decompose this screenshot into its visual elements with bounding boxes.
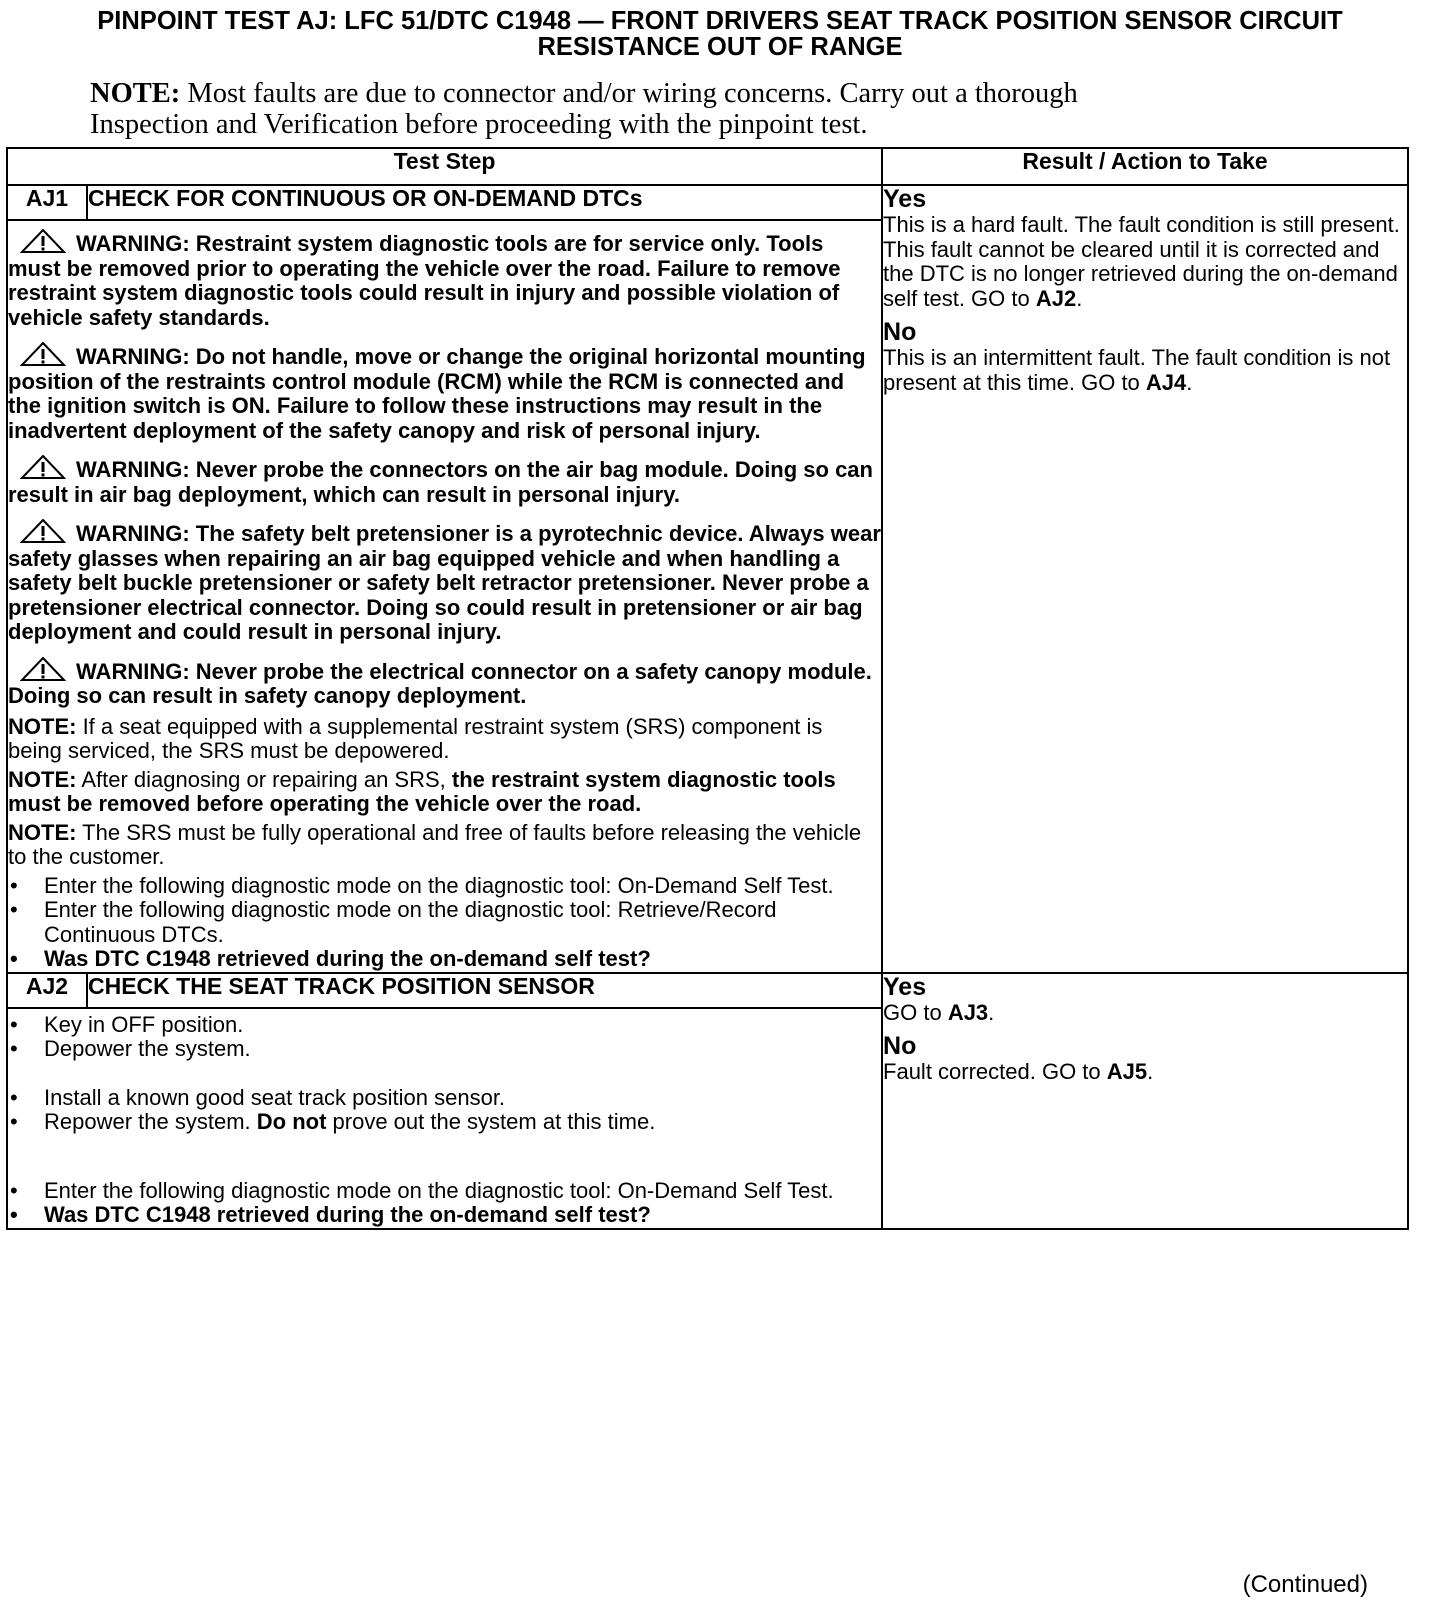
warning-block: [8, 229, 881, 330]
title-line-2: RESISTANCE OUT OF RANGE: [537, 33, 903, 61]
warning-block: [8, 342, 881, 443]
step-list: [8, 1013, 881, 1228]
warning-text: WARNING: Never probe the electrical connector on a safety canopy module. Doing so can result in safety canopy deployment.: [8, 658, 872, 708]
note-label: NOTE:: [8, 766, 77, 792]
column-header-result: Result / Action to Take: [882, 148, 1408, 185]
warning-triangle-icon: [20, 657, 66, 681]
warning-block: [8, 657, 881, 709]
note-text: After diagnosing or repairing an SRS,: [76, 766, 446, 792]
intro-note-label: NOTE:: [90, 78, 181, 109]
step-item: • Install a known good seat track position sensor.: [8, 1086, 881, 1111]
warning-triangle-icon: [20, 229, 66, 253]
result-yes-goto: AJ2: [1035, 285, 1077, 311]
note-text-bold: the restraint system diagnostic tools must be removed before operating the vehicle over the road.: [8, 766, 836, 816]
step-item: • Enter the following diagnostic mode on the diagnostic tool: On-Demand Self Test.: [8, 874, 881, 899]
result-yes-text: [883, 213, 1407, 311]
note-paragraph: [8, 715, 881, 764]
result-no-goto: AJ4: [1145, 369, 1187, 395]
warning-triangle-icon: [20, 342, 66, 366]
result-no-text: [883, 1060, 1407, 1085]
column-header-test-step: Test Step: [7, 148, 882, 185]
intro-note: [90, 78, 1370, 140]
note-paragraph: [8, 768, 881, 817]
result-no-desc: This is an intermittent fault. The fault condition is not present at this time. GO to: [883, 345, 1391, 395]
result-yes-goto: AJ3: [947, 999, 989, 1025]
period: .: [1076, 285, 1083, 311]
result-no-label: No: [883, 318, 917, 346]
result-no-label: No: [883, 1032, 917, 1060]
note-label: NOTE:: [8, 713, 77, 739]
result-no-text: [883, 346, 1407, 395]
warning-triangle-icon: [20, 519, 66, 543]
step-id-aj2: AJ2: [7, 973, 87, 1008]
step-aj1-title-row: [7, 185, 1408, 220]
result-cell-aj1: [882, 185, 1408, 973]
warning-text: WARNING: Never probe the connectors on the air bag module. Doing so can result in air bag deployment, which can result in personal injury.: [8, 457, 873, 507]
result-yes-label: Yes: [883, 972, 927, 1001]
warning-text: WARNING: The safety belt pretensioner is a pyrotechnic device. Always wear safety glasses when repairing an air bag equipped vehicle and when handling a safety belt buckle pretensioner or safety belt retractor pretensioner. Never probe a pretensioner electrical connector. Doing so could result in pretensioner or air bag deployment and could result in personal injury.: [8, 521, 881, 644]
page-title: [0, 8, 1440, 60]
intro-note-line-2: Inspection and Verification before proceeding with the pinpoint test.: [90, 109, 868, 140]
result-no-goto: AJ5: [1106, 1059, 1148, 1084]
intro-note-line-1: Most faults are due to connector and/or wiring concerns. Carry out a thorough: [180, 78, 1078, 109]
step-title-aj2: CHECK THE SEAT TRACK POSITION SENSOR: [87, 973, 882, 1008]
note-text: If a seat equipped with a supplemental restraint system (SRS) component is being serviced, the SRS must be depowered.: [8, 713, 823, 763]
step-item: • Enter the following diagnostic mode on the diagnostic tool: On-Demand Self Test.: [8, 1179, 881, 1204]
step-question: • Was DTC C1948 retrieved during the on-demand self test?: [8, 947, 881, 972]
note-text: The SRS must be fully operational and free of faults before releasing the vehicle to the customer.: [8, 819, 862, 869]
step-item: • Enter the following diagnostic mode on the diagnostic tool: Retrieve/Record Continuous DTCs.: [8, 898, 881, 947]
step-item: • Key in OFF position.: [8, 1013, 881, 1038]
result-yes-desc: GO to: [883, 999, 948, 1025]
step-title-aj1: CHECK FOR CONTINUOUS OR ON-DEMAND DTCs: [87, 185, 882, 220]
note-paragraph: [8, 821, 881, 870]
step-body-aj2: [7, 1008, 882, 1229]
step-aj2-title-row: [7, 973, 1408, 1008]
step-body-aj1: [7, 220, 882, 973]
period: .: [988, 999, 995, 1025]
step-list: [8, 874, 881, 972]
table-header-row: [7, 148, 1408, 185]
step-text: prove out the system at this time.: [326, 1109, 656, 1134]
result-yes-label: Yes: [883, 185, 927, 213]
period: .: [1186, 369, 1193, 395]
result-cell-aj2: [882, 973, 1408, 1229]
warning-block: [8, 519, 881, 645]
step-question: • Was DTC C1948 retrieved during the on-demand self test?: [8, 1203, 881, 1228]
warning-block: [8, 455, 881, 507]
warning-text: WARNING: Restraint system diagnostic tools are for service only. Tools must be removed prior to operating the vehicle over the road. Failure to remove restraint system diagnostic tools could result in injury and possible violation of vehicle safety standards.: [8, 231, 841, 330]
continued-label: (Continued): [1242, 1571, 1368, 1598]
period: .: [1147, 1059, 1154, 1084]
step-item: [8, 1110, 881, 1135]
step-item: • Depower the system.: [8, 1037, 881, 1062]
note-label: NOTE:: [8, 819, 77, 845]
step-id-aj1: AJ1: [7, 185, 87, 220]
result-no-desc: Fault corrected. GO to: [883, 1059, 1107, 1084]
warning-text: WARNING: Do not handle, move or change the original horizontal mounting position of the restraints control module (RCM) while the RCM is connected and the ignition switch is ON. Failure to follow these instructions may result in the inadvertent deployment of the safety canopy and risk of personal injury.: [8, 344, 866, 443]
step-text-bold: Do not: [256, 1109, 327, 1134]
result-yes-text: [883, 1001, 1407, 1026]
result-yes-desc: This is a hard fault. The fault condition is still present. This fault cannot be cleared until it is corrected and the DTC is no longer retrieved during the on-demand self test. GO to: [883, 212, 1400, 311]
pinpoint-test-table: [6, 147, 1409, 1230]
warning-triangle-icon: [20, 455, 66, 479]
title-line-1: PINPOINT TEST AJ: LFC 51/DTC C1948 — FRONT DRIVERS SEAT TRACK POSITION SENSOR CIRCUIT: [97, 7, 1343, 35]
step-text: Repower the system.: [44, 1109, 257, 1134]
